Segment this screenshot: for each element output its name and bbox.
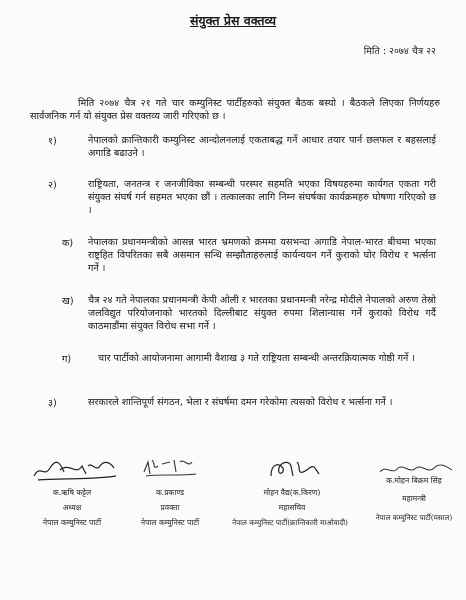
signatory-role: प्रवक्ता [160, 503, 180, 512]
point-text: सरकारले शान्तिपूर्ण संगठन, भेला र संघर्षमा दमन गरेकोमा त्यसको विरोध र भर्त्सना गर्ने । [88, 397, 393, 408]
signatory-org: नेपाल कम्युनिस्ट पार्टी [42, 518, 102, 527]
signature-3-image [265, 456, 327, 482]
intro-paragraph: मिति २०७४ चैत्र २१ गते चार कम्युनिस्ट पार्टीहरुको संयुक्त बैठक बस्यो । बैठकले लिएका निर्णयहरु सार्वजनिक गर्न यो संयुक्त प्रेस वक्तव्य जारी गरिएको छ । [30, 98, 440, 122]
sub-point-number: ग) [62, 354, 72, 365]
signatory-name: मोहन वैद्य(क.किरण) [263, 488, 321, 497]
sub-point-text: नेपालका प्रधानमन्त्रीको आसन्न भारत भ्रमणको क्रममा यसभन्दा अगाडि नेपाल-भारत बीचमा भएका राष्ट्रहित विपरितका सबै असमान सन्धि सम्झौताहरुलाई कार्यन्वयन गर्ने कुराको घोर विरोध र भर्त्सना गर्ने । [88, 237, 436, 274]
sub-point-number: क) [62, 238, 74, 249]
signature-2-image [140, 452, 200, 480]
point-text: राष्ट्रियता, जनतन्त्र र जनजीविका सम्बन्धी परस्पर सहमति भएका विषयहरुमा कार्यगत एकता गरी संयुक्त संघर्ष गर्न सहमत भएका छौं । तत्कालका लागि निम्न संघर्षका कार्यक्रमहरु घोषणा गरिएको छ । [88, 179, 436, 216]
signatory-org: नेपाल कम्युनिस्ट पार्टी [140, 518, 200, 527]
signatory-name: क.ऋषि कट्टेल [52, 488, 92, 497]
document-date: मिति : २०७४ चैत्र २२ [363, 46, 436, 57]
point-text: नेपालको क्रान्तिकारी कम्युनिस्ट आन्दोलनलाई एकताबद्ध गर्ने आधार तयार पार्न छलफल र बहसलाई अगाडि बढाउने । [88, 135, 436, 159]
sub-point-text: चैत्र २४ गते नेपालका प्रधानमन्त्री केपी ओली र भारतका प्रधानमन्त्री नरेन्द्र मोदीले नेपालको अरुण तेस्रो जलविद्युत परियोजनाको भारतको दिल्लीबाट संयुक्त रुपमा शिलान्यास गर्ने कुराको विरोध गर्दै काठमाडौंमा संयुक्त विरोध सभा गर्ने । [88, 295, 436, 332]
point-number: २) [48, 180, 57, 191]
point-number: १) [48, 136, 57, 147]
point-number: ३) [48, 398, 57, 409]
signatory-org: नेपाल कम्युनिस्ट पार्टी(मसाल) [375, 513, 453, 522]
sub-point-number: ख) [62, 296, 74, 307]
signatory-name: क.मोहन बिक्रम सिंह [386, 476, 442, 485]
signatory-role: महासचिव [278, 503, 306, 512]
signatory-name: क.प्रकाण्ड [155, 488, 185, 497]
signature-1-image [30, 458, 120, 484]
signatory-role: अध्यक्ष [62, 503, 82, 512]
signatory-org: नेपाल कम्युनिस्ट पार्टी(क्रान्तिकारी माओवादी) [232, 518, 348, 527]
document-title: संयुक्त प्रेस वक्तव्य [189, 13, 277, 28]
sub-point-text: चार पार्टीको आयोजनामा आगामी वैशाख ३ गते राष्ट्रियता सम्बन्धी अन्तरक्रियात्मक गोष्ठी गर्ने । [98, 353, 416, 364]
signatory-role: महामन्त्री [402, 494, 426, 503]
